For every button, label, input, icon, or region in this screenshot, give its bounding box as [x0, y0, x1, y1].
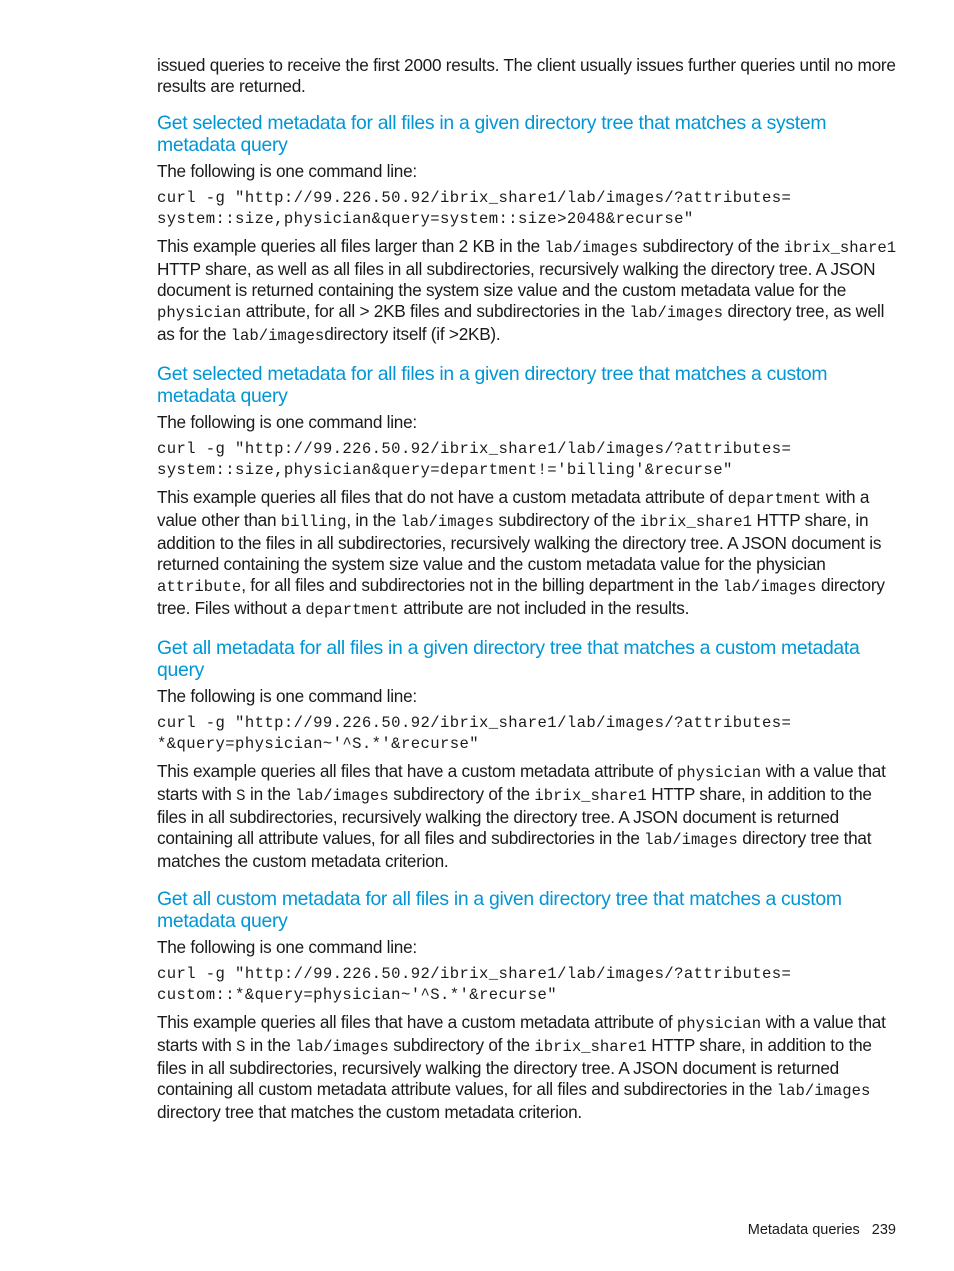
- code-line: curl -g "http://99.226.50.92/ibrix_share1/lab/images/?attributes=: [157, 965, 792, 983]
- text-run: This example queries all files larger than 2 KB in the: [157, 236, 545, 256]
- section-system-metadata-query: [157, 113, 899, 347]
- section-heading: Get all custom metadata for all files in a given directory tree that matches a custom metadata query: [157, 888, 842, 932]
- page-number: 239: [871, 1222, 896, 1238]
- text-run: , for all files and subdirectories not in the billing department in the: [241, 575, 723, 595]
- code-term: S: [236, 1038, 246, 1056]
- text-run: in the: [245, 784, 296, 804]
- text-run: attribute, for all > 2KB files and subdirectories in the: [241, 301, 630, 321]
- code-term: ibrix_share1: [639, 513, 753, 531]
- command-line-lead: The following is one command line:: [157, 412, 417, 432]
- code-term: department: [305, 601, 399, 619]
- text-run: in the: [245, 1035, 296, 1055]
- code-term: lab/images: [776, 1082, 871, 1100]
- section-heading: Get selected metadata for all files in a given directory tree that matches a custom metadata query: [157, 363, 828, 407]
- text-run: This example queries all files that have a custom metadata attribute of: [157, 1012, 677, 1032]
- command-line-lead: The following is one command line:: [157, 161, 417, 181]
- text-run: with a value that starts with: [157, 1012, 886, 1055]
- code-term: physician: [676, 1015, 762, 1033]
- page-footer: [748, 1222, 896, 1238]
- code-term: ibrix_share1: [534, 787, 647, 805]
- code-line: system::size,physician&query=system::size>2048&recurse": [157, 210, 694, 228]
- example-description: [157, 236, 899, 347]
- text-run: attribute are not included in the results.: [398, 598, 690, 618]
- text-run: with a value that starts with: [157, 761, 886, 804]
- code-term: lab/images: [400, 513, 495, 531]
- code-term: billing: [280, 513, 347, 531]
- section-heading: Get all metadata for all files in a given directory tree that matches a custom metadata query: [157, 637, 860, 681]
- section-all-custom-metadata-query: [157, 889, 899, 1123]
- code-line: *&query=physician~'^S.*'&recurse": [157, 735, 480, 753]
- code-term: attribute: [157, 578, 242, 596]
- text-run: directory tree that matches the custom metadata criterion.: [157, 1102, 582, 1122]
- text-run: subdirectory of the: [388, 784, 535, 804]
- section-all-metadata-query: [157, 638, 899, 872]
- text-run: HTTP share, in addition to the files in all subdirectories, recursively walking the directory tree. A JSON document is returned containing all custom metadata attribute values, for all files and subdirectories in the: [157, 1035, 872, 1099]
- code-term: ibrix_share1: [534, 1038, 647, 1056]
- section-custom-metadata-query: [157, 364, 899, 621]
- command-line-lead: The following is one command line:: [157, 937, 417, 957]
- code-block: [157, 964, 899, 1006]
- text-run: , in the: [346, 510, 401, 530]
- code-term: physician: [676, 764, 762, 782]
- text-run: with a value other than: [157, 487, 870, 530]
- code-term: physician: [157, 304, 242, 322]
- section-heading: Get selected metadata for all files in a given directory tree that matches a system metadata query: [157, 112, 827, 156]
- code-line: custom::*&query=physician~'^S.*'&recurse": [157, 986, 558, 1004]
- intro-paragraph: issued queries to receive the first 2000 results. The client usually issues further queries until no more results are returned.: [157, 55, 896, 96]
- code-block: [157, 188, 899, 230]
- code-term: lab/images: [295, 787, 389, 805]
- text-run: HTTP share, as well as all files in all subdirectories, recursively walking the directory tree. A JSON document is returned containing the system size value and the custom metadata value for the: [157, 259, 876, 300]
- code-line: curl -g "http://99.226.50.92/ibrix_share1/lab/images/?attributes=: [157, 189, 792, 207]
- example-description: [157, 1012, 899, 1123]
- command-line-lead: The following is one command line:: [157, 686, 417, 706]
- text-run: directory tree. Files without a: [157, 575, 885, 618]
- code-term: lab/images: [230, 327, 325, 345]
- code-block: [157, 439, 899, 481]
- code-term: lab/images: [644, 831, 738, 849]
- text-run: directory tree, as well as for the: [157, 301, 885, 344]
- example-description: [157, 487, 899, 621]
- text-run: This example queries all files that have a custom metadata attribute of: [157, 761, 677, 781]
- text-run: HTTP share, in addition to the files in all subdirectories, recursively walking the directory tree. A JSON document is returned containing the system size value and the custom metadata value for the physician: [157, 510, 882, 574]
- text-run: This example queries all files that do not have a custom metadata attribute of: [157, 487, 728, 507]
- text-run: HTTP share, in addition to the files in all subdirectories, recursively walking the directory tree. A JSON document is returned containing all attribute values, for all files and subdirectories in the: [157, 784, 872, 848]
- code-line: system::size,physician&query=department!='billing'&recurse": [157, 461, 733, 479]
- code-block: [157, 713, 899, 755]
- footer-section-title: Metadata queries: [747, 1222, 860, 1238]
- text-run: directory tree that matches the custom metadata criterion.: [157, 828, 872, 871]
- code-term: lab/images: [544, 239, 639, 257]
- code-line: curl -g "http://99.226.50.92/ibrix_share1/lab/images/?attributes=: [157, 440, 792, 458]
- code-line: curl -g "http://99.226.50.92/ibrix_share1/lab/images/?attributes=: [157, 714, 792, 732]
- example-description: [157, 761, 899, 872]
- code-term: lab/images: [629, 304, 724, 322]
- text-run: subdirectory of the: [494, 510, 640, 530]
- code-term: department: [727, 490, 822, 508]
- code-term: S: [236, 787, 246, 805]
- page-body: [157, 55, 899, 1140]
- text-run: subdirectory of the: [388, 1035, 535, 1055]
- text-run: directory itself (if >2KB).: [324, 324, 501, 344]
- code-term: ibrix_share1: [783, 239, 897, 257]
- text-run: subdirectory of the: [638, 236, 784, 256]
- code-term: lab/images: [295, 1038, 389, 1056]
- code-term: lab/images: [722, 578, 817, 596]
